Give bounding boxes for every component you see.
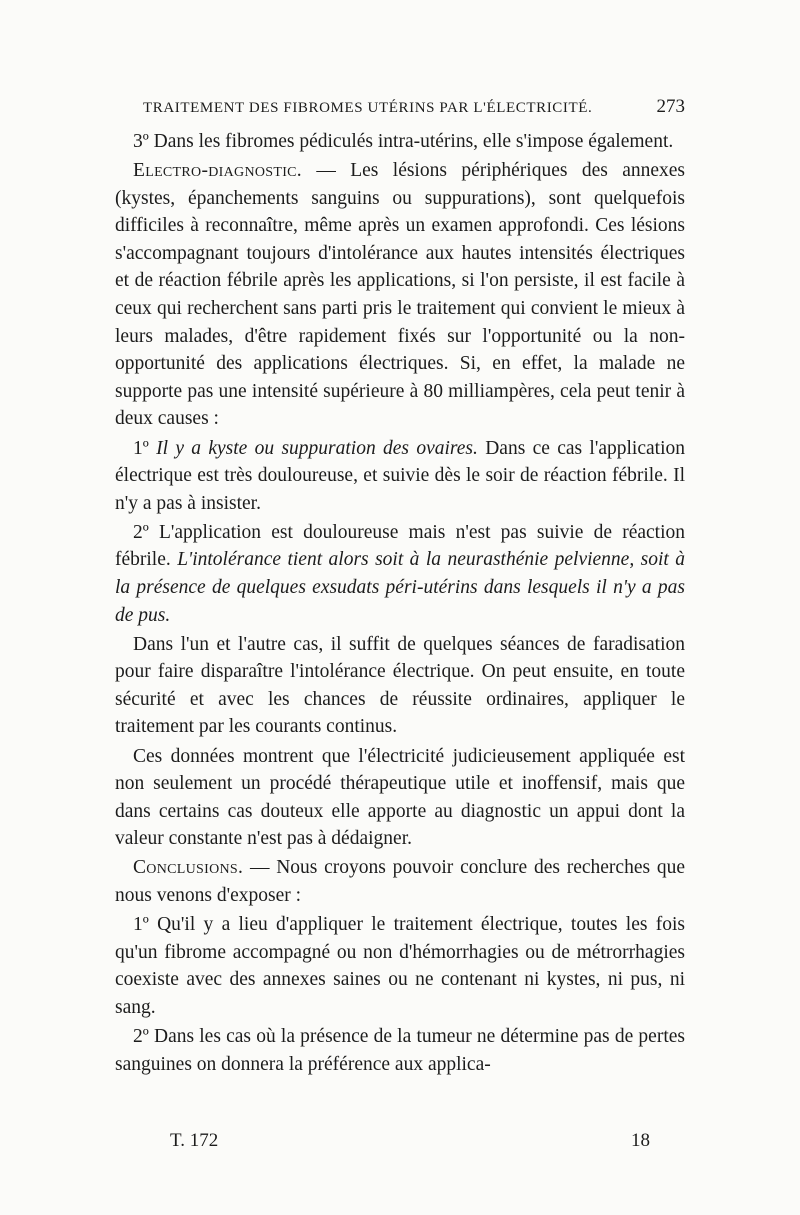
paragraph-6 [115, 743, 685, 853]
paragraph-text: 2º Dans les cas où la présence de la tumeur ne détermine pas de pertes sanguines on donnera la préférence aux applica- [115, 1026, 685, 1075]
paragraph-text: Dans l'un et l'autre cas, il suffit de quelques séances de faradisation pour faire disparaître l'intolérance électrique. On peut ensuite, en toute sécurité et avec les chances de réussite ordinaires, appliquer le traitement par les courants continus. [115, 633, 685, 738]
paragraph-text: 2º L'application est douloureuse mais n'est pas suivie de réaction fébrile. [115, 521, 685, 571]
paragraph-text: 1º Qu'il y a lieu d'appliquer le traitement électrique, toutes les fois qu'un fibrome accompagné ou non d'hémorrhagies ou de métrorrhagies coexiste avec des annexes saines ou ne contenant ni kystes, ni pus, ni sang. [115, 914, 685, 1018]
body-text [115, 128, 685, 1080]
list-number: 1º [133, 437, 157, 459]
paragraph-text: 3º Dans les fibromes pédiculés intra-utérins, elle s'impose également. [133, 131, 674, 152]
paragraph-9 [115, 1023, 685, 1078]
section-heading-conclusions: Conclusions. [133, 857, 244, 879]
paragraph-8 [115, 911, 685, 1021]
volume-label: T. 172 [170, 1130, 219, 1151]
paragraph-text: — Les lésions périphériques des annexes (kystes, épanchements sanguins ou suppurations), sont quelquefois difficiles à reconnaître, même après un examen approfondi. Ces lésions s'accompagnant toujours d'intolérance aux hautes intensités électriques et de réaction fébrile après les applications, si l'on persiste, il est facile à ceux qui recherchent sans parti pris le traitement qui convient le mieux à leurs malades, d'être rapidement fixés sur l'opportunité ou la non-opportunité des applications électriques. Si, en effet, la malade ne supporte pas une intensité supérieure à 80 milliampères, cela peut tenir à deux causes : [115, 160, 685, 430]
paragraph-electro-diagnostic [115, 157, 685, 433]
signature-mark: 18 [631, 1130, 650, 1151]
running-header [143, 96, 685, 118]
page-footer [170, 1130, 650, 1152]
paragraph-text: Ces données montrent que l'électricité judicieusement appliquée est non seulement un procédé thérapeutique utile et inoffensif, mais que dans certains cas douteux elle apporte au diagnostic un appui dont la valeur constante n'est pas à dédaigner. [115, 745, 685, 850]
italic-text: Il y a kyste ou suppuration des ovaires. [156, 437, 478, 459]
paragraph-cause-2 [115, 519, 685, 629]
paragraph-text: Dans ce cas l'application électrique est très douloureuse, et suivie dès le soir de réaction fébrile. Il n'y a pas à insister. [115, 437, 685, 514]
paragraph-5 [115, 631, 685, 741]
italic-text: L'intolérance tient alors soit à la neurasthénie pelvienne, soit à la présence de quelques exsudats péri-utérins dans lesquels il n'y a pas de pus. [115, 549, 685, 626]
paragraph-1 [115, 128, 685, 156]
paragraph-text: — Nous croyons pouvoir conclure des recherches que nous venons d'exposer : [115, 857, 685, 907]
running-title: TRAITEMENT DES FIBROMES UTÉRINS PAR L'ÉLECTRICITÉ. [143, 100, 593, 116]
paragraph-conclusions [115, 854, 685, 909]
section-heading-electro-diagnostic: Electro-diagnostic. [133, 160, 302, 182]
paragraph-cause-1 [115, 435, 685, 518]
page-number: 273 [656, 96, 685, 117]
